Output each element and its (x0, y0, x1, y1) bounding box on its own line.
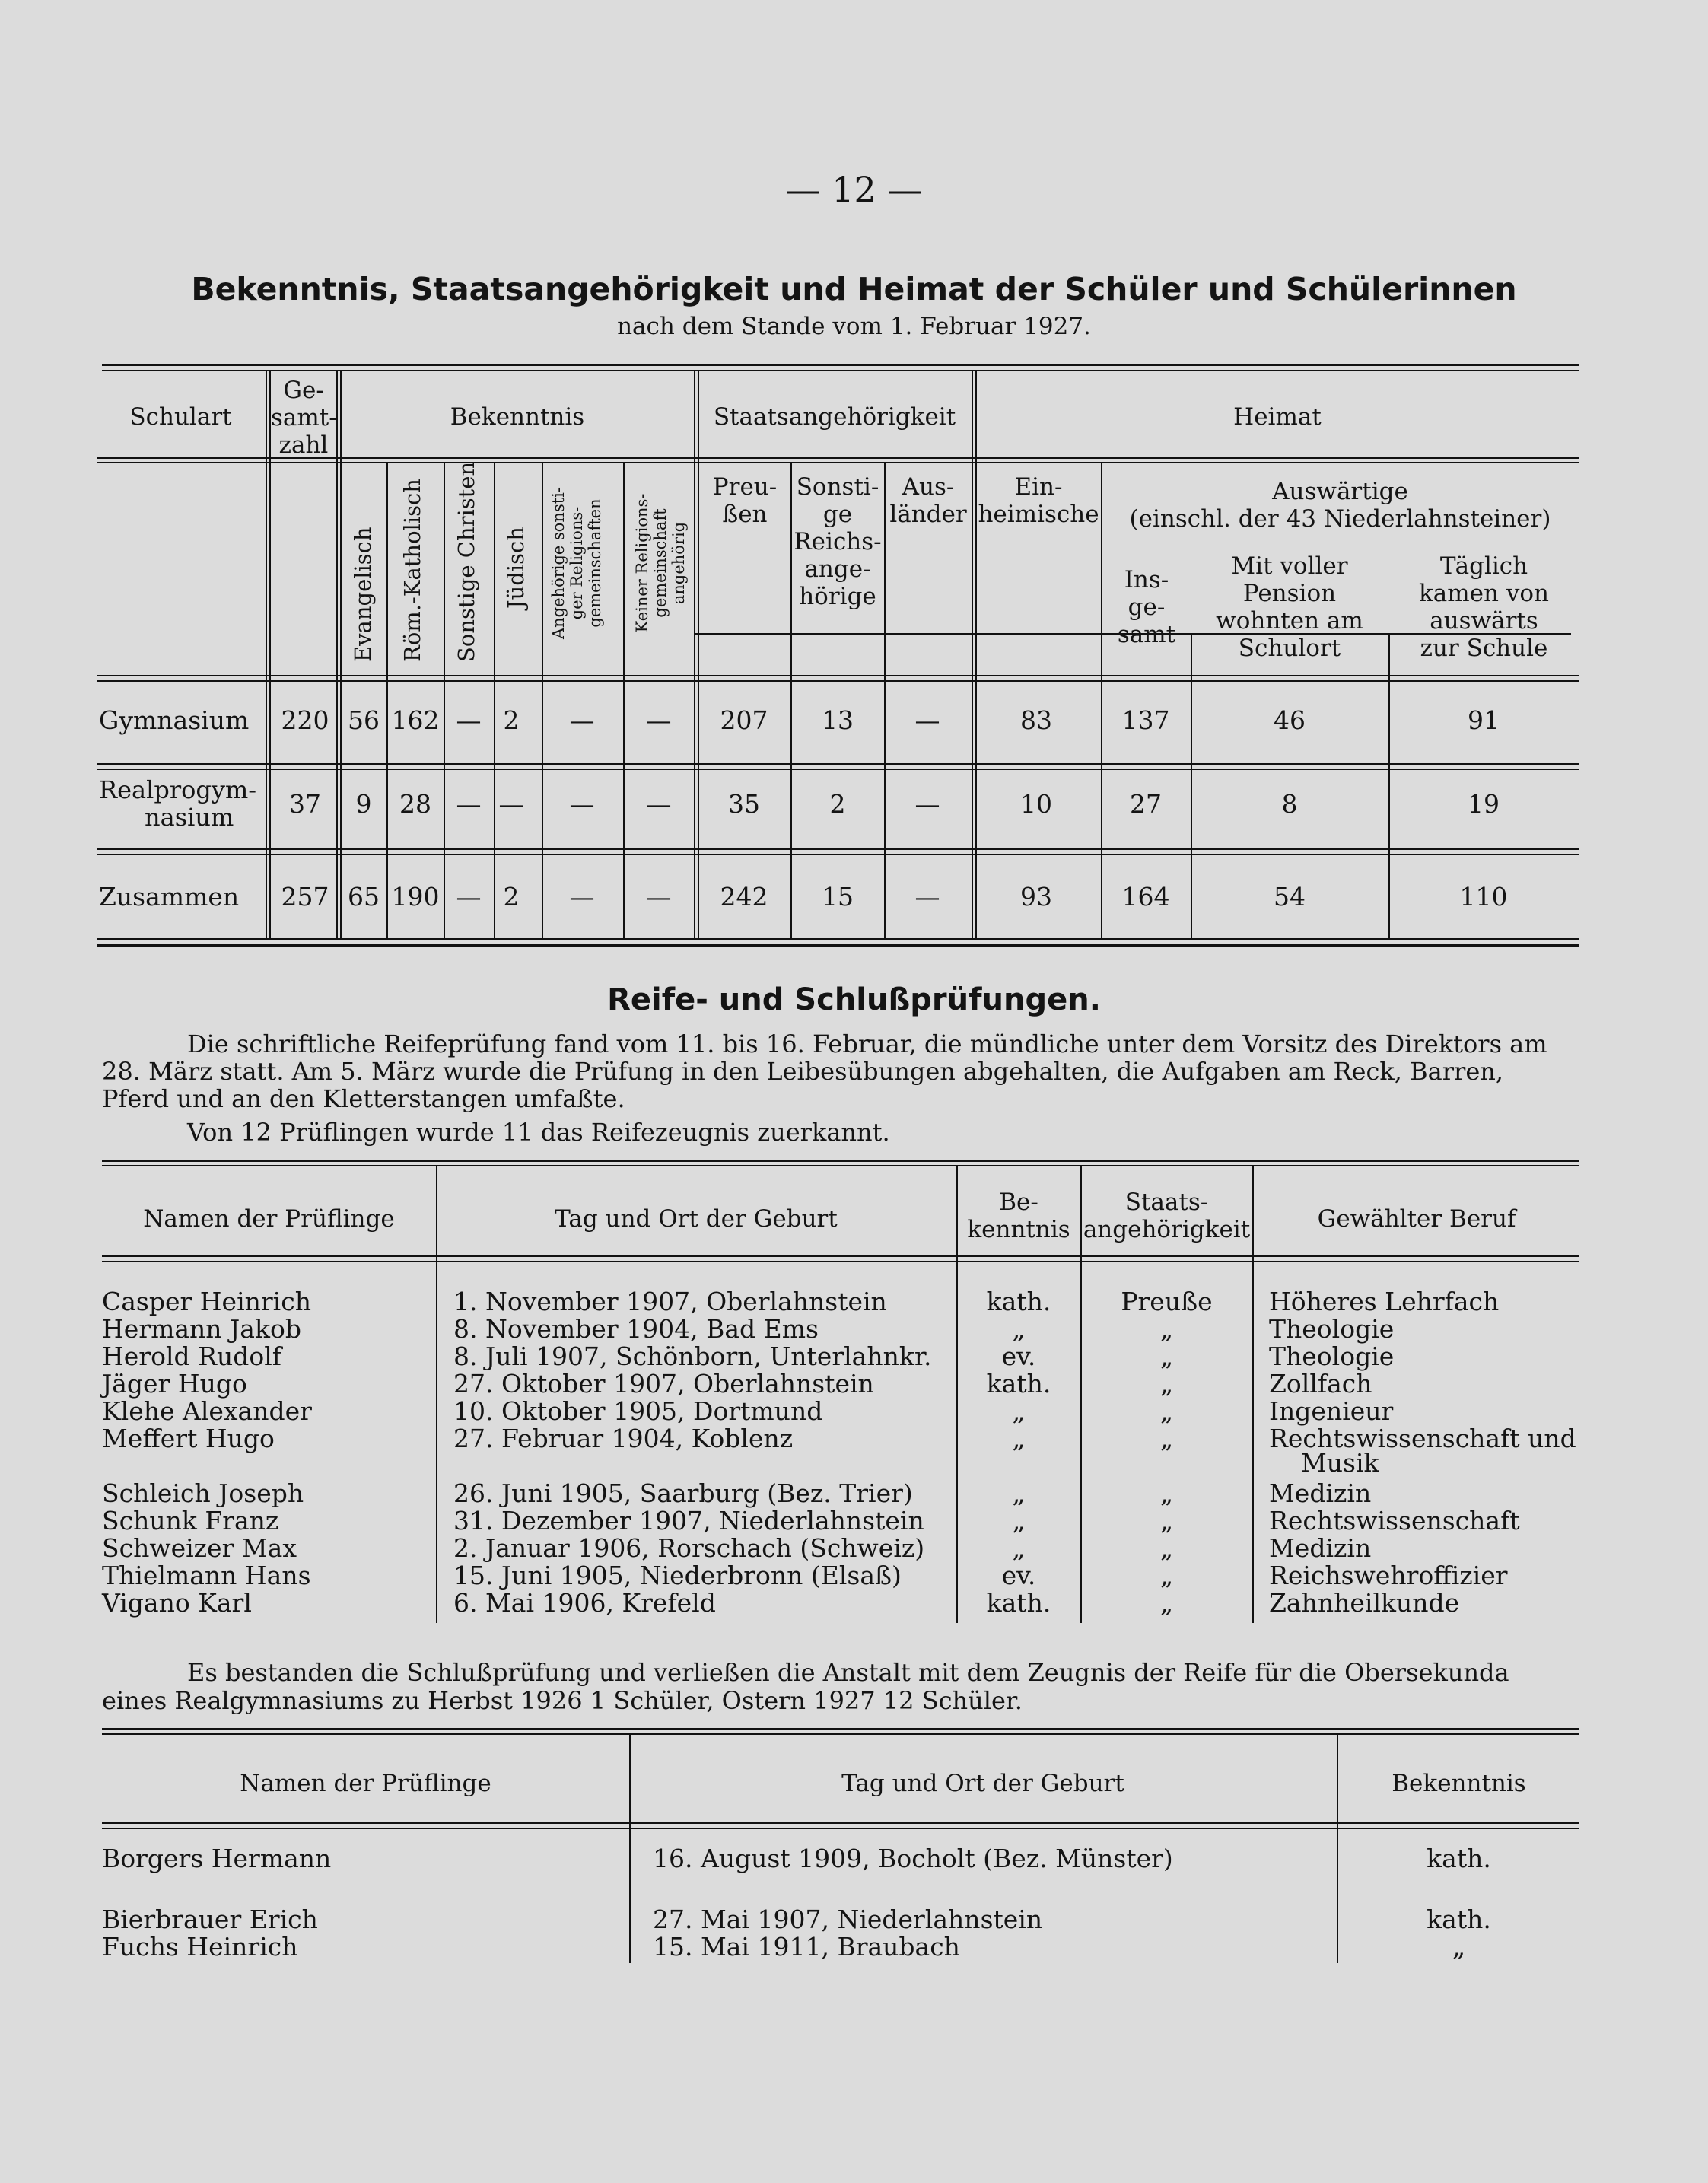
row-value: — (456, 705, 482, 735)
student-name: Casper Heinrich (102, 1287, 311, 1316)
row-value: — (914, 882, 940, 912)
student-name: Meffert Hugo (102, 1424, 275, 1453)
col-heimat: Heimat (1233, 403, 1322, 431)
student2-name: Borgers Hermann (102, 1844, 332, 1873)
student-nationality: „ (1159, 1341, 1174, 1371)
student-birth: 26. Juni 1905, Saarburg (Bez. Trier) (453, 1478, 913, 1508)
row-value: 2 (829, 789, 846, 819)
row-value: 242 (720, 882, 768, 912)
col-sonst-reich: Sonsti- ge Reichs- ange- hörige (794, 473, 882, 610)
col-sonstige-christen: Sonstige Christen (453, 461, 479, 662)
row-value: 2 (503, 705, 520, 735)
row-value: 8 (1281, 789, 1298, 819)
student-name: Schunk Franz (102, 1506, 279, 1535)
student-name: Klehe Alexander (102, 1396, 312, 1426)
student-birth: 27. Februar 1904, Koblenz (453, 1424, 794, 1453)
student-career: Medizin (1269, 1478, 1372, 1508)
section1-title: Bekenntnis, Staatsangehörigkeit und Heimat der Schüler und Schülerinnen (191, 271, 1517, 307)
row-value: 137 (1121, 705, 1170, 735)
row-value: 10 (1020, 789, 1052, 819)
student-name: Herold Rudolf (102, 1341, 281, 1371)
student-name: Vigano Karl (102, 1588, 252, 1618)
row-value: 19 (1468, 789, 1500, 819)
student-career: Höheres Lehrfach (1269, 1287, 1500, 1316)
row-value: 37 (289, 789, 321, 819)
row-name: Zusammen (99, 882, 240, 912)
col-juedisch: Jüdisch (503, 527, 529, 609)
student-nationality: „ (1159, 1314, 1174, 1344)
row-value: 83 (1020, 705, 1052, 735)
row-value: — (498, 789, 524, 819)
col-katholisch: Röm.-Katholisch (399, 479, 425, 662)
student-birth: 15. Juni 1905, Niederbronn (Elsaß) (453, 1561, 902, 1590)
row-value: — (456, 789, 482, 819)
col-beruf: Gewählter Beruf (1317, 1205, 1516, 1233)
row-name: nasium (145, 803, 234, 832)
student-nationality: „ (1159, 1396, 1174, 1426)
student-religion: ev. (1001, 1341, 1036, 1371)
student-religion: „ (1012, 1478, 1026, 1508)
student2-name: Fuchs Heinrich (102, 1932, 298, 1962)
student-name: Thielmann Hans (102, 1561, 311, 1590)
para3-line1: Es bestanden die Schlußprüfung und verließen die Anstalt mit dem Zeugnis der Reife für die Obersekunda (187, 1658, 1509, 1687)
student-nationality: „ (1159, 1424, 1174, 1453)
row-value: 65 (348, 882, 380, 912)
row-value: 190 (391, 882, 440, 912)
row-value: — (914, 705, 940, 735)
col-staats: Staats- angehörigkeit (1083, 1189, 1251, 1243)
row-value: 257 (281, 882, 329, 912)
row-value: — (569, 882, 595, 912)
row-value: — (914, 789, 940, 819)
student-religion: „ (1012, 1314, 1026, 1344)
student-birth: 8. Juli 1907, Schönborn, Unterlahnkr. (453, 1341, 932, 1371)
row-value: 91 (1468, 705, 1500, 735)
row-value: 220 (281, 705, 329, 735)
col-staat: Staatsangehörigkeit (713, 403, 956, 431)
row-value: 207 (720, 705, 768, 735)
student-career: Reichswehroffizier (1269, 1561, 1508, 1590)
row-value: — (569, 789, 595, 819)
col-evangelisch: Evangelisch (350, 527, 376, 662)
row-value: 35 (728, 789, 760, 819)
student-nationality: „ (1159, 1478, 1174, 1508)
row-value: 164 (1121, 882, 1170, 912)
row-value: 162 (391, 705, 440, 735)
col2-bekenntnis: Bekenntnis (1392, 1770, 1526, 1797)
col-pension: Mit voller Pension wohnten am Schulort (1216, 552, 1363, 662)
row-value: 2 (503, 882, 520, 912)
student2-name: Bierbrauer Erich (102, 1905, 318, 1934)
row-value: — (456, 882, 482, 912)
student-name: Hermann Jakob (102, 1314, 301, 1344)
student2-religion: kath. (1427, 1844, 1491, 1873)
row-value: 93 (1020, 882, 1052, 912)
row-value: — (569, 705, 595, 735)
student-nationality: „ (1159, 1533, 1174, 1563)
para1-line2: 28. März statt. Am 5. März wurde die Prüfung in den Leibesübungen abgehalten, die Aufgaben am Reck, Barren, (102, 1057, 1504, 1086)
student-name: Jäger Hugo (102, 1369, 247, 1399)
col-tag-ort: Tag und Ort der Geburt (555, 1205, 838, 1233)
student-career: Musik (1301, 1448, 1379, 1478)
para1-line1: Die schriftliche Reifeprüfung fand vom 11. bis 16. Februar, die mündliche unter dem Vorsitz des Direktors am (187, 1029, 1547, 1058)
student-birth: 27. Oktober 1907, Oberlahnstein (453, 1369, 874, 1399)
student-religion: „ (1012, 1424, 1026, 1453)
student-career: Rechtswissenschaft (1269, 1506, 1520, 1535)
student-religion: ev. (1001, 1561, 1036, 1590)
para1-line3: Pferd und an den Kletterstangen umfaßte. (102, 1084, 625, 1113)
student2-birth: 27. Mai 1907, Niederlahnstein (653, 1905, 1043, 1934)
student-nationality: „ (1159, 1561, 1174, 1590)
row-value: 9 (355, 789, 372, 819)
student-religion: „ (1012, 1396, 1026, 1426)
col-einschl: (einschl. der 43 Niederlahnsteiner) (1129, 505, 1551, 533)
col-preussen: Preu- ßen (712, 473, 778, 528)
col-insgesamt: Ins- ge- samt (1117, 566, 1176, 648)
student-career: Theologie (1269, 1314, 1395, 1344)
student-nationality: „ (1159, 1588, 1174, 1618)
row-value: 46 (1274, 705, 1306, 735)
col-auswaertige: Auswärtige (1272, 478, 1408, 505)
student-religion: kath. (986, 1588, 1051, 1618)
para3-line2: eines Realgymnasiums zu Herbst 1926 1 Schüler, Ostern 1927 12 Schüler. (102, 1686, 1023, 1715)
row-value: 28 (399, 789, 431, 819)
col-namen: Namen der Prüflinge (143, 1205, 395, 1233)
student2-religion: „ (1452, 1932, 1466, 1962)
col-taeglich: Täglich kamen von auswärts zur Schule (1419, 552, 1549, 662)
row-value: — (646, 705, 672, 735)
col-bekenntnis: Bekenntnis (450, 403, 585, 431)
col-gesamtzahl: Ge- samt- zahl (271, 377, 337, 459)
row-name: Realprogym- (99, 775, 257, 804)
row-value: — (646, 789, 672, 819)
row-name: Gymnasium (99, 705, 250, 735)
student-name: Schweizer Max (102, 1533, 297, 1563)
student-birth: 31. Dezember 1907, Niederlahnstein (453, 1506, 924, 1535)
student-career: Zollfach (1269, 1369, 1372, 1399)
student-religion: „ (1012, 1506, 1026, 1535)
col2-namen: Namen der Prüflinge (240, 1770, 491, 1797)
student-nationality: „ (1159, 1369, 1174, 1399)
student2-birth: 16. August 1909, Bocholt (Bez. Münster) (653, 1844, 1173, 1873)
section1-subtitle: nach dem Stande vom 1. Februar 1927. (617, 313, 1091, 340)
student-career: Zahnheilkunde (1269, 1588, 1460, 1618)
student-birth: 10. Oktober 1905, Dortmund (453, 1396, 823, 1426)
student-career: Medizin (1269, 1533, 1372, 1563)
col-schulart: Schulart (129, 403, 232, 431)
col-sonst-religion: Angehörige sonsti- ger Religions- gemeinschaften (549, 487, 604, 640)
page-number: — 12 — (785, 169, 923, 210)
col2-tag-ort: Tag und Ort der Geburt (841, 1770, 1124, 1797)
student-career: Theologie (1269, 1341, 1395, 1371)
row-value: 110 (1459, 882, 1508, 912)
student-birth: 8. November 1904, Bad Ems (453, 1314, 819, 1344)
student-nationality: Preuße (1121, 1287, 1213, 1316)
col-bekenntnis2: Be- kenntnis (967, 1189, 1070, 1243)
student-career: Ingenieur (1269, 1396, 1394, 1426)
row-value: 54 (1274, 882, 1306, 912)
student2-birth: 15. Mai 1911, Braubach (653, 1932, 960, 1962)
row-value: 13 (822, 705, 854, 735)
col-einheimische: Ein- heimische (978, 473, 1099, 528)
col-keiner-religion: Keiner Religions- gemeinschaft angehörig (633, 493, 688, 633)
row-value: 15 (822, 882, 854, 912)
section2-title: Reife- und Schlußprüfungen. (607, 982, 1101, 1017)
para2: Von 12 Prüflingen wurde 11 das Reifezeugnis zuerkannt. (187, 1118, 890, 1147)
row-value: — (646, 882, 672, 912)
student-religion: „ (1012, 1533, 1026, 1563)
student-name: Schleich Joseph (102, 1478, 304, 1508)
row-value: 56 (348, 705, 380, 735)
student-career: Rechtswissenschaft und (1269, 1424, 1576, 1453)
student-religion: kath. (986, 1369, 1051, 1399)
row-value: 27 (1130, 789, 1162, 819)
col-auslaender: Aus- länder (889, 473, 967, 528)
student-nationality: „ (1159, 1506, 1174, 1535)
student-religion: kath. (986, 1287, 1051, 1316)
student-birth: 6. Mai 1906, Krefeld (453, 1588, 716, 1618)
student2-religion: kath. (1427, 1905, 1491, 1934)
student-birth: 1. November 1907, Oberlahnstein (453, 1287, 887, 1316)
student-birth: 2. Januar 1906, Rorschach (Schweiz) (453, 1533, 925, 1563)
